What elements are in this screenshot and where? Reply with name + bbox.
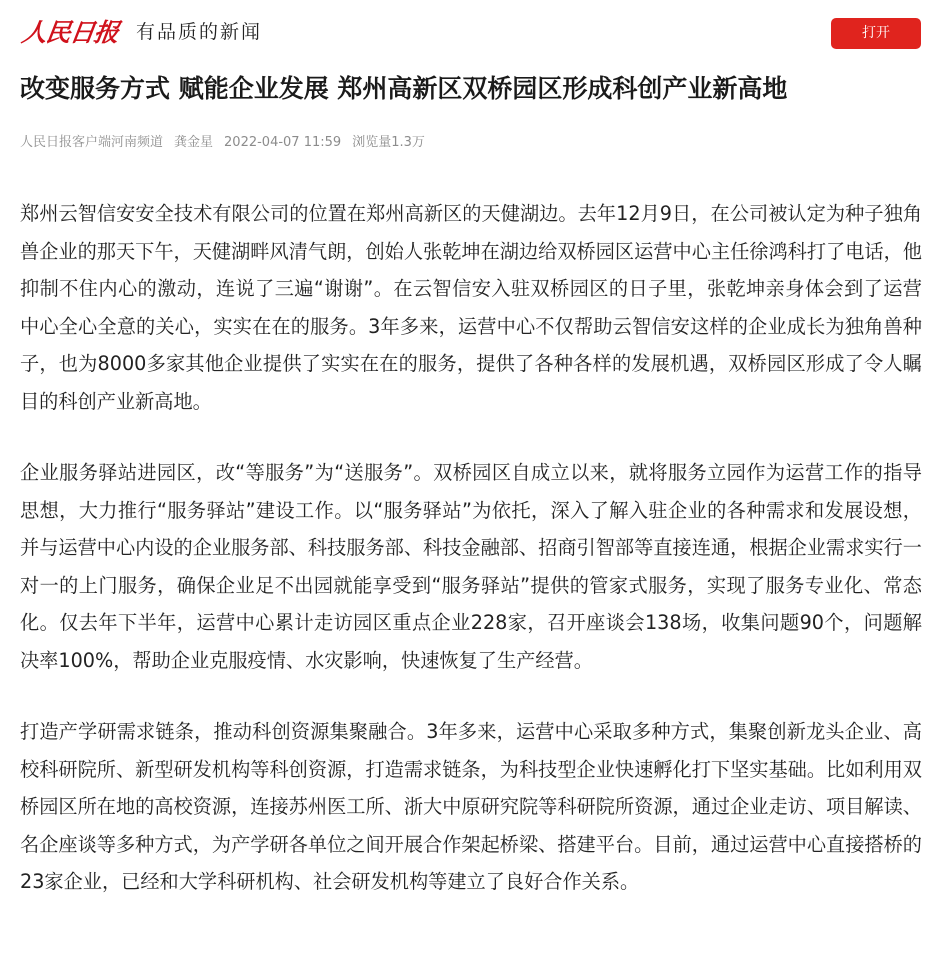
open-app-button[interactable]: 打开 [831,18,921,49]
article-title: 改变服务方式 赋能企业发展 郑州高新区双桥园区形成科创产业新高地 [20,74,788,103]
meta-views: 浏览量1.3万 [352,135,425,150]
article-meta [20,133,436,153]
logo-slogan: 有品质的新闻 [136,20,263,43]
meta-source[interactable]: 人民日报客户端河南频道 [20,135,164,150]
article-body [20,195,922,935]
meta-author: 龚金星 [174,135,214,150]
article-paragraph: 郑州云智信安安全技术有限公司的位置在郑州高新区的天健湖边。去年12月9日，在公司被认定为种子独角兽企业的那天下午，天健湖畔风清气朗，创始人张乾坤在湖边给双桥园区运营中心主任徐鸿科打了电话，他抑制不住内心的激动，连说了三遍“谢谢”。在云智信安入驻双桥园区的日子里，张乾坤亲身体会到了运营中心全心全意的关心，实实在在的服务。3年多来，运营中心不仅帮助云智信安这样的企业成长为独角兽种子，也为8000多家其他企业提供了实实在在的服务，提供了各种各样的发展机遇，双桥园区形成了令人瞩目的科创产业新高地。 [20,202,922,413]
top-bar [0,0,932,62]
article-paragraph: 企业服务驿站进园区，改“等服务”为“送服务”。双桥园区自成立以来，就将服务立园作为运营工作的指导思想，大力推行“服务驿站”建设工作。以“服务驿站”为依托，深入了解入驻企业的各种需求和发展设想，并与运营中心内设的企业服务部、科技服务部、科技金融部、招商引智部等直接连通，根据企业需求实行一对一的上门服务，确保企业足不出园就能享受到“服务驿站”提供的管家式服务，实现了服务专业化、常态化。仅去年下半年，运营中心累计走访园区重点企业228家，召开座谈会138场，收集问题90个，问题解决率100%，帮助企业克服疫情、水灾影响，快速恢复了生产经营。 [20,461,922,672]
meta-datetime: 2022-04-07 11:59 [224,135,342,150]
article-paragraph: 打造产学研需求链条，推动科创资源集聚融合。3年多来，运营中心采取多种方式，集聚创新龙头企业、高校科研院所、新型研发机构等科创资源，打造需求链条，为科技型企业快速孵化打下坚实基础。比如利用双桥园区所在地的高校资源，连接苏州医工所、浙大中原研究院等科研院所资源，通过企业走访、项目解读、名企座谈等多种方式，为产学研各单位之间开展合作架起桥梁、搭建平台。目前，通过运营中心直接搭桥的23家企业，已经和大学科研机构、社会研发机构等建立了良好合作关系。 [20,720,922,893]
brand-logo[interactable] [19,12,263,52]
logo-wordmark: 人民日报 [19,17,121,47]
